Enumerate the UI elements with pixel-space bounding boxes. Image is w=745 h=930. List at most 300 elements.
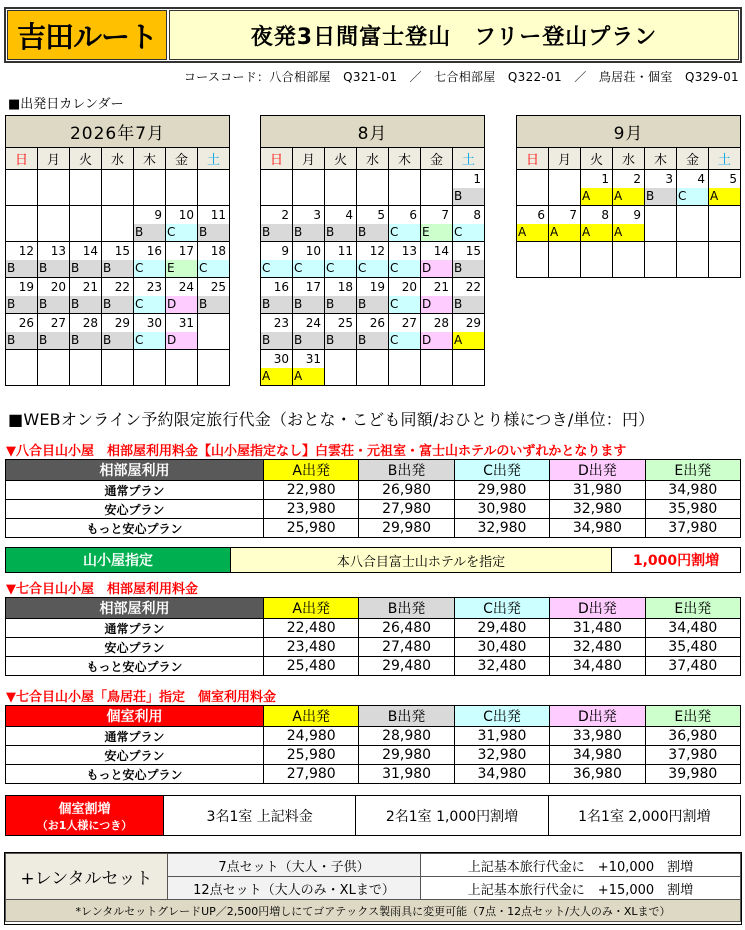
day-number: 12	[369, 244, 385, 258]
price-row	[6, 619, 741, 638]
calendar-day-cell	[70, 350, 102, 386]
departure-code: A	[549, 224, 580, 241]
rental-note: *レンタルセットグレードUP／2,500円増しにてゴアテックス製雨具に変更可能（7点・12点セット/大人のみ・XLまで）	[6, 900, 741, 922]
departure-code	[293, 188, 324, 205]
calendar-day-cell[interactable]	[453, 206, 485, 242]
departure-code: A	[293, 368, 324, 385]
calendar-day-cell	[357, 350, 389, 386]
departure-code: B	[261, 224, 292, 241]
day-number: 7	[441, 208, 449, 222]
day-number	[6, 170, 37, 188]
day-number: 3	[313, 208, 321, 222]
departure-code	[709, 224, 740, 241]
day-number	[389, 170, 420, 188]
calendar-day-cell[interactable]	[389, 206, 421, 242]
calendar-day-cell[interactable]	[357, 206, 389, 242]
calendar-day-cell[interactable]	[293, 278, 325, 314]
departure-code: C	[357, 260, 388, 277]
day-number: 10	[305, 244, 321, 258]
calendar-day-cell[interactable]	[261, 278, 293, 314]
price-value: 31,480	[550, 619, 645, 638]
departure-code: B	[453, 260, 484, 277]
calendar-day-cell[interactable]	[102, 242, 134, 278]
rental-set-7: 7点セット（大人・子供）	[168, 854, 421, 877]
departure-column-header: B出発	[359, 706, 454, 727]
price-value: 34,480	[645, 619, 740, 638]
calendar-august	[260, 115, 485, 386]
day-number	[198, 170, 229, 188]
departure-code: B	[357, 224, 388, 241]
day-number	[325, 170, 356, 188]
calendar-day-cell[interactable]	[645, 170, 677, 206]
day-number: 23	[273, 316, 289, 330]
day-number	[421, 350, 452, 368]
hut-designation-row	[5, 547, 741, 573]
departure-code: D	[421, 332, 452, 349]
calendar-day-cell	[134, 350, 166, 386]
calendar-day-cell[interactable]	[357, 242, 389, 278]
price-row	[6, 727, 741, 746]
day-number	[102, 206, 133, 224]
day-number: 29	[114, 316, 130, 330]
day-number: 31	[305, 352, 321, 366]
calendar-day-cell[interactable]	[709, 170, 741, 206]
calendar-day-cell[interactable]	[421, 314, 453, 350]
departure-code: B	[38, 296, 69, 313]
rental-price-12: 上記基本旅行代金に +15,000 割増	[421, 877, 741, 900]
calendar-day-cell[interactable]	[549, 206, 581, 242]
day-number: 17	[305, 280, 321, 294]
day-number: 29	[465, 316, 481, 330]
departure-code	[6, 188, 37, 205]
departure-code: C	[134, 296, 165, 313]
price-value: 25,480	[264, 657, 359, 676]
day-number	[38, 206, 69, 224]
weekday-header: 日	[261, 148, 293, 170]
departure-column-header: A出発	[264, 598, 359, 619]
hut-designation-label: 山小屋指定	[6, 548, 231, 572]
departure-code: C	[677, 188, 708, 205]
weekday-header: 火	[581, 148, 613, 170]
weekday-header: 火	[325, 148, 357, 170]
departure-column-header: B出発	[359, 460, 454, 481]
departure-code: B	[261, 332, 292, 349]
subtitle-8th-station: ▼八合目山小屋 相部屋利用料金【山小屋指定なし】白雲荘・元祖室・富士山ホテルのいずれかとなります	[6, 444, 627, 459]
departure-code: B	[38, 332, 69, 349]
calendar-day-cell[interactable]	[357, 314, 389, 350]
day-number: 11	[210, 208, 226, 222]
departure-code: A	[709, 188, 740, 205]
calendar-day-cell[interactable]	[6, 242, 38, 278]
calendar-day-cell[interactable]	[453, 242, 485, 278]
calendar-day-cell	[38, 206, 70, 242]
calendar-day-cell[interactable]	[613, 206, 645, 242]
price-value: 34,980	[645, 481, 740, 500]
departure-code: C	[198, 260, 229, 277]
departure-code: C	[389, 260, 420, 277]
day-number: 25	[210, 280, 226, 294]
calendar-day-cell[interactable]	[613, 170, 645, 206]
departure-code: E	[421, 224, 452, 241]
calendar-day-cell[interactable]	[581, 206, 613, 242]
hut-designation-description: 本八合目富士山ホテルを指定	[231, 548, 612, 572]
departure-code	[38, 368, 69, 385]
course-code: コースコード：八合相部屋 Q321-01 ／ 七合相部屋 Q322-01 ／ 鳥居荘・個室 Q329-01	[183, 70, 739, 84]
calendar-day-cell[interactable]	[453, 278, 485, 314]
day-number: 31	[178, 316, 194, 330]
day-number: 22	[114, 280, 130, 294]
day-number: 11	[337, 244, 353, 258]
day-number: 7	[569, 208, 577, 222]
calendar-day-cell[interactable]	[6, 314, 38, 350]
calendar-day-cell[interactable]	[389, 242, 421, 278]
calendar-day-cell[interactable]	[261, 242, 293, 278]
departure-code: C	[325, 260, 356, 277]
day-number: 16	[273, 280, 289, 294]
price-value: 31,980	[454, 727, 549, 746]
departure-code	[517, 260, 548, 277]
price-value: 32,480	[454, 657, 549, 676]
departure-code	[70, 368, 101, 385]
rental-price-7: 上記基本旅行代金に +10,000 割増	[421, 854, 741, 877]
plan-name: もっと安心プラン	[6, 519, 264, 538]
price-value: 24,980	[264, 727, 359, 746]
price-value: 31,980	[550, 481, 645, 500]
day-number: 27	[50, 316, 66, 330]
calendar-day-cell[interactable]	[677, 170, 709, 206]
calendar-day-cell	[357, 170, 389, 206]
plan-name: もっと安心プラン	[6, 765, 264, 784]
calendar-day-cell[interactable]	[134, 242, 166, 278]
day-number: 20	[50, 280, 66, 294]
departure-code: B	[357, 332, 388, 349]
calendar-day-cell	[102, 170, 134, 206]
departure-code	[645, 260, 676, 277]
departure-code: D	[421, 260, 452, 277]
day-number	[325, 350, 356, 368]
price-value: 27,980	[264, 765, 359, 784]
calendar-day-cell[interactable]	[70, 278, 102, 314]
departure-column-header: A出発	[264, 706, 359, 727]
subtitle-7th-station: ▼七合目山小屋 相部屋利用料金	[6, 582, 198, 597]
calendar-day-cell	[677, 242, 709, 278]
calendar-day-cell[interactable]	[293, 206, 325, 242]
departure-code: B	[293, 296, 324, 313]
day-number: 9	[154, 208, 162, 222]
day-number	[38, 170, 69, 188]
calendar-day-cell	[102, 350, 134, 386]
calendar-day-cell[interactable]	[389, 314, 421, 350]
departure-code: B	[198, 296, 229, 313]
departure-code: B	[261, 296, 292, 313]
calendar-day-cell[interactable]	[421, 278, 453, 314]
day-number: 10	[178, 208, 194, 222]
departure-code: A	[613, 188, 644, 205]
departure-code: B	[453, 188, 484, 205]
departure-code	[325, 368, 356, 385]
departure-code	[134, 368, 165, 385]
page-header	[4, 7, 742, 63]
room-type-label: 個室利用	[6, 706, 264, 727]
price-value: 29,480	[359, 657, 454, 676]
calendar-month-title: 2026年7月	[6, 116, 230, 148]
calendar-day-cell[interactable]	[38, 314, 70, 350]
calendar-day-cell[interactable]	[581, 170, 613, 206]
departure-code: A	[581, 224, 612, 241]
calendar-day-cell	[70, 170, 102, 206]
calendar-day-cell[interactable]	[38, 242, 70, 278]
route-name: 吉田ルート	[7, 10, 167, 60]
price-value: 34,980	[454, 765, 549, 784]
departure-code	[70, 224, 101, 241]
price-value: 29,480	[454, 619, 549, 638]
departure-code	[421, 368, 452, 385]
day-number: 18	[337, 280, 353, 294]
departure-code	[357, 368, 388, 385]
departure-column-header: E出発	[645, 598, 740, 619]
day-number	[70, 350, 101, 368]
departure-code: B	[6, 260, 37, 277]
departure-code: A	[581, 188, 612, 205]
departure-code: B	[357, 296, 388, 313]
day-number	[581, 242, 612, 260]
calendar-day-cell	[198, 170, 230, 206]
calendar-day-cell[interactable]	[453, 314, 485, 350]
day-number	[389, 350, 420, 368]
price-row	[6, 481, 741, 500]
price-value: 39,980	[645, 765, 740, 784]
calendar-day-cell[interactable]	[102, 314, 134, 350]
departure-code: B	[6, 296, 37, 313]
calendar-day-cell	[6, 206, 38, 242]
calendar-day-cell[interactable]	[198, 242, 230, 278]
departure-code	[453, 368, 484, 385]
plan-name: 通常プラン	[6, 619, 264, 638]
calendar-day-cell	[293, 170, 325, 206]
departure-code: B	[70, 296, 101, 313]
day-number: 16	[146, 244, 162, 258]
calendar-day-cell[interactable]	[293, 242, 325, 278]
calendar-day-cell	[6, 350, 38, 386]
calendar-day-cell[interactable]	[293, 350, 325, 386]
calendar-day-cell[interactable]	[198, 206, 230, 242]
departure-code: B	[198, 224, 229, 241]
calendar-day-cell	[517, 170, 549, 206]
calendar-day-cell[interactable]	[102, 278, 134, 314]
day-number: 28	[433, 316, 449, 330]
calendar-day-cell[interactable]	[293, 314, 325, 350]
day-number: 17	[178, 244, 194, 258]
day-number	[645, 206, 676, 224]
price-value: 25,980	[264, 746, 359, 765]
calendar-day-cell	[166, 170, 198, 206]
departure-column-header: E出発	[645, 706, 740, 727]
day-number	[261, 170, 292, 188]
departure-code	[645, 224, 676, 241]
calendar-day-cell[interactable]	[261, 314, 293, 350]
day-number	[70, 206, 101, 224]
departure-code: C	[389, 224, 420, 241]
price-table-private-room	[5, 705, 741, 784]
day-number	[6, 206, 37, 224]
calendar-day-cell[interactable]	[134, 206, 166, 242]
calendar-day-cell[interactable]	[325, 314, 357, 350]
day-number	[102, 170, 133, 188]
day-number: 13	[401, 244, 417, 258]
departure-column-header: D出発	[550, 706, 645, 727]
day-number	[6, 350, 37, 368]
calendar-day-cell[interactable]	[6, 278, 38, 314]
day-number	[134, 350, 165, 368]
calendar-day-cell[interactable]	[198, 278, 230, 314]
price-value: 26,480	[359, 619, 454, 638]
day-number: 26	[18, 316, 34, 330]
departure-column-header: B出発	[359, 598, 454, 619]
calendar-day-cell	[198, 350, 230, 386]
day-number: 2	[633, 172, 641, 186]
day-number	[293, 170, 324, 188]
departure-code	[102, 188, 133, 205]
departure-code: B	[325, 296, 356, 313]
day-number: 22	[465, 280, 481, 294]
price-value: 32,980	[454, 519, 549, 538]
calendar-day-cell[interactable]	[166, 278, 198, 314]
departure-column-header: D出発	[550, 460, 645, 481]
weekday-header: 土	[453, 148, 485, 170]
departure-code	[517, 188, 548, 205]
departure-code: E	[166, 260, 197, 277]
weekday-header: 火	[70, 148, 102, 170]
calendar-day-cell	[709, 206, 741, 242]
price-value: 30,480	[454, 638, 549, 657]
calendar-day-cell[interactable]	[261, 350, 293, 386]
price-value: 32,980	[454, 746, 549, 765]
day-number: 30	[146, 316, 162, 330]
price-table-8th-station	[5, 459, 741, 538]
subtitle-torii-private: ▼七合目山小屋「鳥居荘」指定 個室利用料金	[6, 690, 276, 705]
price-row	[6, 657, 741, 676]
private-surcharge-note: （お1人様につき）	[36, 819, 133, 832]
departure-code: B	[134, 224, 165, 241]
departure-code: C	[293, 260, 324, 277]
departure-code	[421, 188, 452, 205]
day-number	[709, 242, 740, 260]
calendar-day-cell[interactable]	[166, 314, 198, 350]
calendar-day-cell	[453, 350, 485, 386]
departure-code: B	[293, 332, 324, 349]
calendar-day-cell[interactable]	[421, 206, 453, 242]
day-number: 15	[114, 244, 130, 258]
calendar-day-cell[interactable]	[134, 278, 166, 314]
day-number	[357, 170, 388, 188]
weekday-header: 金	[166, 148, 198, 170]
calendar-day-cell[interactable]	[70, 242, 102, 278]
calendar-day-cell	[70, 206, 102, 242]
day-number	[549, 242, 580, 260]
calendar-day-cell[interactable]	[517, 206, 549, 242]
day-number: 14	[433, 244, 449, 258]
plan-name: もっと安心プラン	[6, 657, 264, 676]
day-number	[613, 242, 644, 260]
day-number	[166, 350, 197, 368]
departure-code	[709, 260, 740, 277]
calendar-day-cell[interactable]	[134, 314, 166, 350]
calendar-day-cell[interactable]	[325, 242, 357, 278]
day-number: 2	[281, 208, 289, 222]
weekday-header: 金	[677, 148, 709, 170]
day-number: 9	[281, 244, 289, 258]
price-value: 29,980	[454, 481, 549, 500]
day-number: 19	[369, 280, 385, 294]
calendar-day-cell	[325, 350, 357, 386]
calendar-day-cell	[325, 170, 357, 206]
departure-code	[581, 260, 612, 277]
calendar-day-cell[interactable]	[38, 278, 70, 314]
price-value: 29,980	[359, 519, 454, 538]
calendar-day-cell	[645, 206, 677, 242]
calendar-day-cell	[613, 242, 645, 278]
departure-column-header: C出発	[454, 460, 549, 481]
price-row	[6, 500, 741, 519]
calendar-month-title: 9月	[517, 116, 741, 148]
calendar-day-cell	[102, 206, 134, 242]
weekday-header: 月	[38, 148, 70, 170]
price-value: 25,980	[264, 519, 359, 538]
day-number: 6	[409, 208, 417, 222]
calendar-day-cell[interactable]	[70, 314, 102, 350]
weekday-header: 日	[517, 148, 549, 170]
departure-code: B	[38, 260, 69, 277]
calendar-day-cell[interactable]	[166, 242, 198, 278]
price-value: 23,980	[264, 500, 359, 519]
day-number: 4	[345, 208, 353, 222]
departure-code: B	[102, 296, 133, 313]
departure-code	[613, 260, 644, 277]
plan-name: 通常プラン	[6, 727, 264, 746]
day-number: 9	[633, 208, 641, 222]
calendar-day-cell[interactable]	[325, 278, 357, 314]
calendar-day-cell[interactable]	[166, 206, 198, 242]
weekday-header: 水	[102, 148, 134, 170]
calendar-day-cell	[645, 242, 677, 278]
departure-code	[166, 368, 197, 385]
price-value: 31,980	[359, 765, 454, 784]
day-number: 5	[377, 208, 385, 222]
weekday-header: 水	[613, 148, 645, 170]
price-value: 22,980	[264, 481, 359, 500]
departure-code: B	[70, 332, 101, 349]
private-room-surcharge-row	[5, 795, 741, 836]
calendar-day-cell[interactable]	[325, 206, 357, 242]
price-value: 32,480	[550, 638, 645, 657]
calendar-day-cell[interactable]	[453, 170, 485, 206]
calendar-day-cell	[6, 170, 38, 206]
day-number	[134, 170, 165, 188]
weekday-header: 月	[293, 148, 325, 170]
calendar-day-cell[interactable]	[389, 278, 421, 314]
calendar-section-title: ■出発日カレンダー	[8, 97, 124, 112]
calendar-day-cell[interactable]	[261, 206, 293, 242]
departure-code: D	[421, 296, 452, 313]
calendar-day-cell[interactable]	[357, 278, 389, 314]
day-number: 19	[18, 280, 34, 294]
calendar-day-cell	[38, 170, 70, 206]
departure-code	[325, 188, 356, 205]
calendar-day-cell[interactable]	[421, 242, 453, 278]
departure-code	[677, 260, 708, 277]
private-option-1-person: 1名1室 2,000円割増	[578, 808, 711, 825]
departure-code: D	[166, 332, 197, 349]
